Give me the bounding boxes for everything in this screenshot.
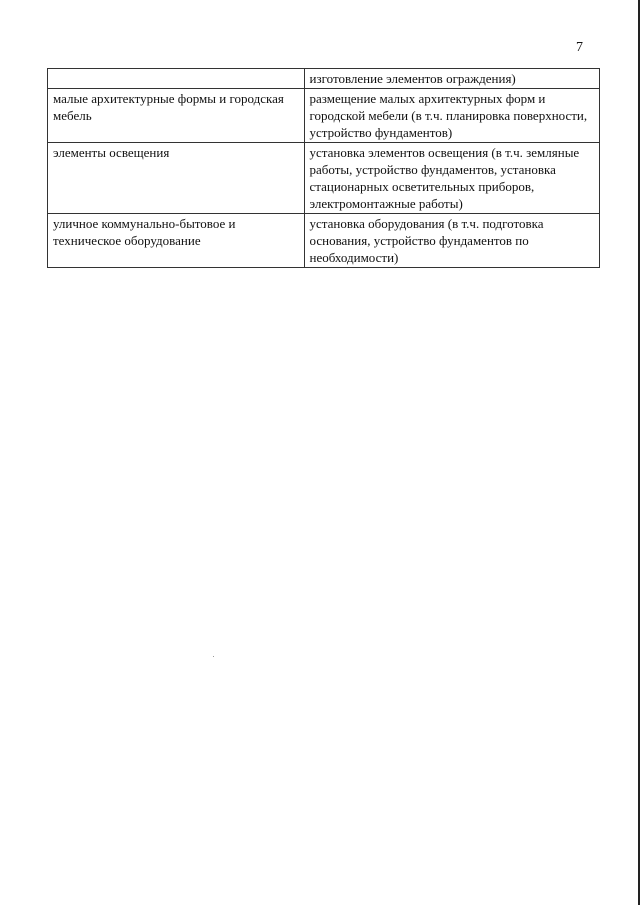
works-cell: установка оборудования (в т.ч. подготовка основания, устройство фундаментов по необходимости) bbox=[304, 214, 599, 268]
table-row bbox=[48, 69, 600, 89]
works-table bbox=[47, 68, 600, 268]
table-row bbox=[48, 214, 600, 268]
table-row bbox=[48, 89, 600, 143]
works-cell: размещение малых архитектурных форм и городской мебели (в т.ч. планировка поверхности, устройство фундаментов) bbox=[304, 89, 599, 143]
object-cell: малые архитектурные формы и городская мебель bbox=[48, 89, 305, 143]
object-cell bbox=[48, 69, 305, 89]
object-cell: элементы освещения bbox=[48, 143, 305, 214]
page-number: 7 bbox=[576, 40, 583, 55]
table-row bbox=[48, 143, 600, 214]
works-cell: изготовление элементов ограждения) bbox=[304, 69, 599, 89]
object-cell: уличное коммунально-бытовое и техническое оборудование bbox=[48, 214, 305, 268]
works-cell: установка элементов освещения (в т.ч. земляные работы, устройство фундаментов, установка стационарных осветительных приборов, электромонтажные работы) bbox=[304, 143, 599, 214]
scan-speck bbox=[213, 656, 214, 657]
